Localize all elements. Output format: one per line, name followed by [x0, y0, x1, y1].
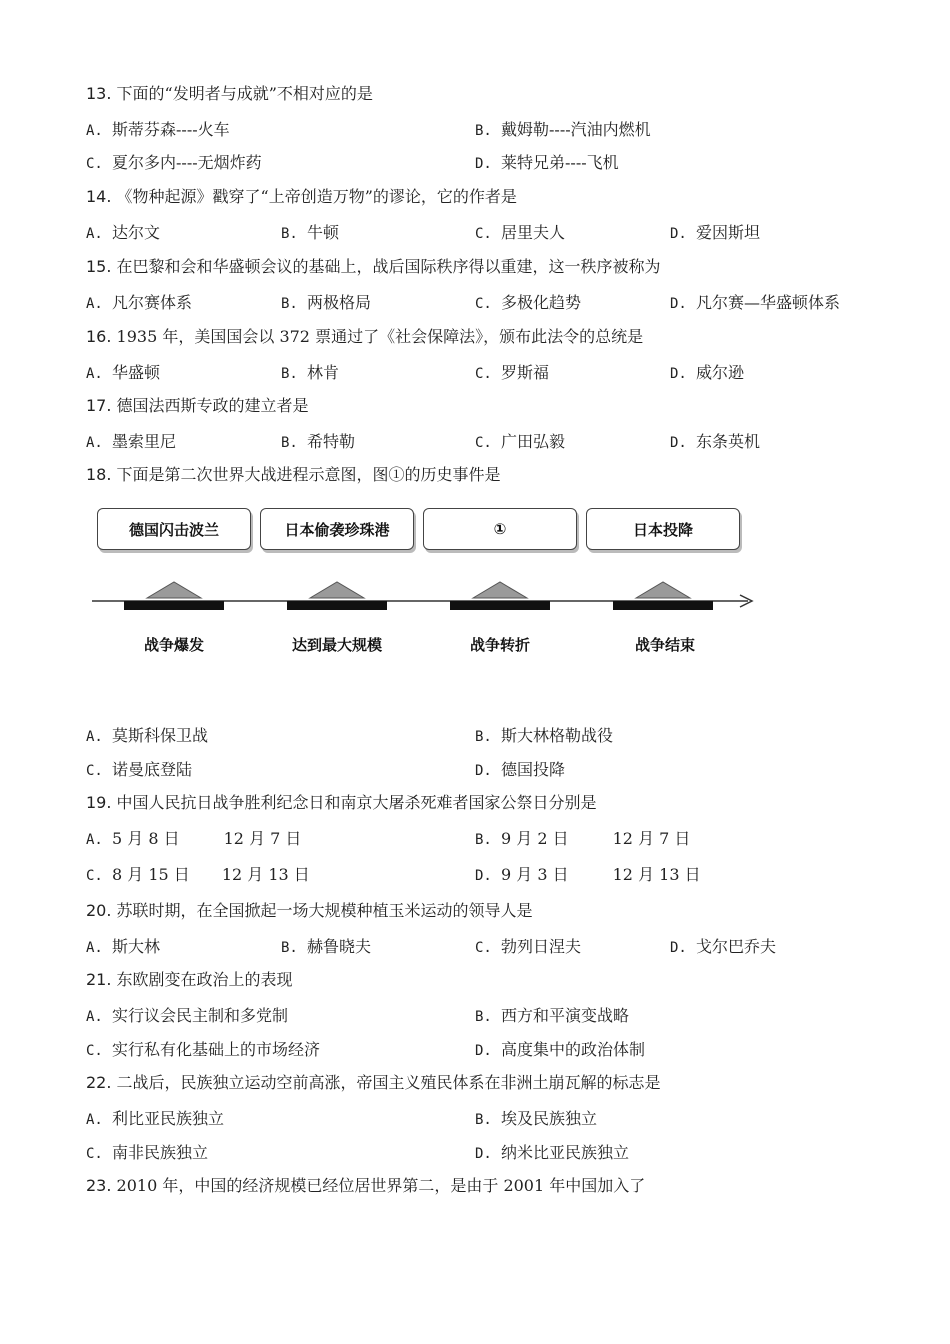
- option-d[interactable]: D. 高度集中的政治体制: [475, 1040, 646, 1059]
- option-a[interactable]: A. 凡尔赛体系: [86, 293, 193, 312]
- question-number: 20.: [86, 901, 112, 920]
- option-a[interactable]: A. 实行议会民主制和多党制: [86, 1006, 289, 1025]
- event-box-blank-1: ①: [423, 508, 577, 550]
- question-14: [86, 184, 517, 207]
- stage-label-outbreak: 战争爆发: [143, 636, 204, 654]
- option-c[interactable]: C. 多极化趋势: [475, 293, 582, 312]
- option-b[interactable]: B. 赫鲁晓夫: [281, 937, 372, 956]
- question-23: [86, 1173, 645, 1196]
- option-a[interactable]: A. 墨索里尼: [86, 432, 177, 451]
- question-text: 《物种起源》戳穿了“上帝创造万物”的谬论，它的作者是: [116, 187, 517, 206]
- question-number: 14.: [86, 187, 112, 206]
- timeline-axis: [0, 570, 950, 620]
- question-text: 1935 年，美国国会以 372 票通过了《社会保障法》，颁布此法令的总统是: [116, 327, 644, 346]
- question-number: 23.: [86, 1176, 112, 1195]
- stage-bar: [287, 601, 387, 610]
- question-15: [86, 254, 661, 277]
- option-a[interactable]: A. 斯大林: [86, 937, 161, 956]
- question-18: [86, 462, 501, 485]
- option-c[interactable]: C. 夏尔多内----无烟炸药: [86, 153, 262, 172]
- event-box-japan-surrender: 日本投降: [586, 508, 740, 550]
- question-text: 德国法西斯专政的建立者是: [116, 396, 309, 415]
- stage-bar: [124, 601, 224, 610]
- triangle-marker: [310, 582, 364, 598]
- option-c[interactable]: C. 广田弘毅: [475, 432, 566, 451]
- option-d[interactable]: D. 爱因斯坦: [670, 223, 761, 242]
- question-13: [86, 81, 373, 104]
- option-d[interactable]: D. 莱特兄弟----飞机: [475, 153, 619, 172]
- option-c[interactable]: C. 勃列日涅夫: [475, 937, 582, 956]
- option-d[interactable]: D. 威尔逊: [670, 363, 745, 382]
- triangle-marker: [147, 582, 201, 598]
- question-number: 21.: [86, 970, 112, 989]
- option-d[interactable]: D. 纳米比亚民族独立: [475, 1143, 630, 1162]
- triangle-marker: [473, 582, 527, 598]
- option-c[interactable]: C. 诺曼底登陆: [86, 760, 193, 779]
- question-21: [86, 967, 293, 990]
- stage-bar: [450, 601, 550, 610]
- question-number: 13.: [86, 84, 112, 103]
- stage-label-end: 战争结束: [634, 636, 695, 654]
- triangle-marker: [636, 582, 690, 598]
- option-a[interactable]: A. 斯蒂芬森----火车: [86, 120, 230, 139]
- question-text: 二战后，民族独立运动空前高涨，帝国主义殖民体系在非洲土崩瓦解的标志是: [116, 1073, 661, 1092]
- question-number: 19.: [86, 793, 112, 812]
- question-20: [86, 898, 533, 921]
- option-a[interactable]: A. 达尔文: [86, 223, 161, 242]
- option-d[interactable]: D. 9 月 3 日 12 月 13 日: [475, 865, 701, 884]
- option-b[interactable]: B. 9 月 2 日 12 月 7 日: [475, 829, 691, 848]
- question-17: [86, 393, 309, 416]
- stage-label-max-scale: 达到最大规模: [291, 636, 382, 654]
- option-c[interactable]: C. 居里夫人: [475, 223, 566, 242]
- option-b[interactable]: B. 林肯: [281, 363, 340, 382]
- option-a[interactable]: A. 5 月 8 日 12 月 7 日: [86, 829, 302, 848]
- event-box-invasion-of-poland: 德国闪击波兰: [97, 508, 251, 550]
- option-c[interactable]: C. 实行私有化基础上的市场经济: [86, 1040, 321, 1059]
- option-d[interactable]: D. 凡尔赛—华盛顿体系: [670, 293, 841, 312]
- option-c[interactable]: C. 南非民族独立: [86, 1143, 209, 1162]
- stage-bar: [613, 601, 713, 610]
- option-b[interactable]: B. 希特勒: [281, 432, 356, 451]
- question-number: 15.: [86, 257, 112, 276]
- question-number: 17.: [86, 396, 112, 415]
- option-b[interactable]: B. 斯大林格勒战役: [475, 726, 614, 745]
- question-text: 中国人民抗日战争胜利纪念日和南京大屠杀死难者国家公祭日分别是: [116, 793, 597, 812]
- question-text: 2010 年，中国的经济规模已经位居世界第二，是由于 2001 年中国加入了: [116, 1176, 646, 1195]
- option-b[interactable]: B. 牛顿: [281, 223, 340, 242]
- question-19: [86, 790, 597, 813]
- option-d[interactable]: D. 东条英机: [670, 432, 761, 451]
- question-text: 下面是第二次世界大战进程示意图，图①的历史事件是: [116, 465, 501, 484]
- question-number: 22.: [86, 1073, 112, 1092]
- stage-label-turning-point: 战争转折: [469, 636, 530, 654]
- question-text: 下面的“发明者与成就”不相对应的是: [116, 84, 373, 103]
- question-16: [86, 324, 643, 347]
- event-box-pearl-harbor: 日本偷袭珍珠港: [260, 508, 414, 550]
- question-text: 苏联时期，在全国掀起一场大规模种植玉米运动的领导人是: [116, 901, 533, 920]
- option-b[interactable]: B. 戴姆勒----汽油内燃机: [475, 120, 651, 139]
- option-c[interactable]: C. 8 月 15 日 12 月 13 日: [86, 865, 310, 884]
- option-a[interactable]: A. 莫斯科保卫战: [86, 726, 209, 745]
- option-d[interactable]: D. 德国投降: [475, 760, 566, 779]
- question-text: 东欧剧变在政治上的表现: [116, 970, 293, 989]
- option-b[interactable]: B. 两极格局: [281, 293, 372, 312]
- option-a[interactable]: A. 华盛顿: [86, 363, 161, 382]
- option-d[interactable]: D. 戈尔巴乔夫: [670, 937, 777, 956]
- option-c[interactable]: C. 罗斯福: [475, 363, 550, 382]
- option-a[interactable]: A. 利比亚民族独立: [86, 1109, 225, 1128]
- question-text: 在巴黎和会和华盛顿会议的基础上，战后国际秩序得以重建，这一秩序被称为: [116, 257, 661, 276]
- question-number: 18.: [86, 465, 112, 484]
- question-number: 16.: [86, 327, 112, 346]
- option-b[interactable]: B. 埃及民族独立: [475, 1109, 598, 1128]
- option-b[interactable]: B. 西方和平演变战略: [475, 1006, 630, 1025]
- question-22: [86, 1070, 661, 1093]
